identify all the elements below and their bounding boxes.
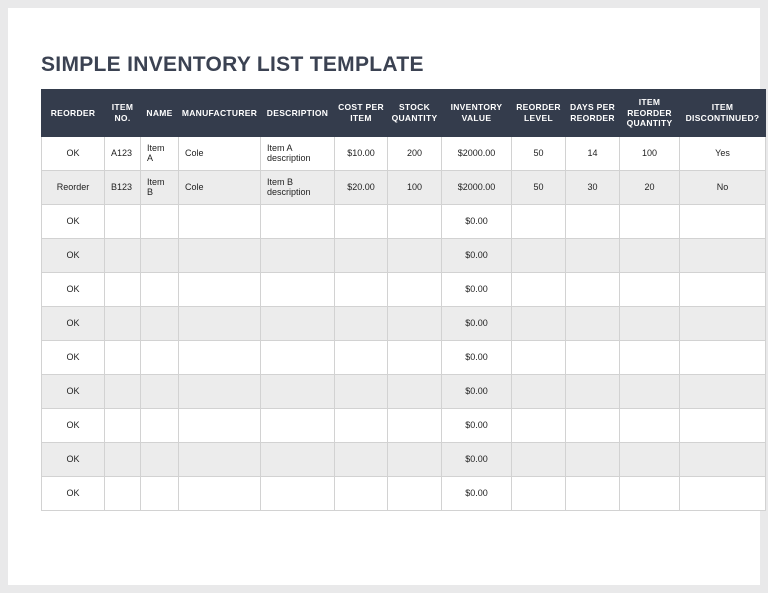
cell-stock-quantity[interactable]: 200 — [388, 136, 442, 170]
table-row[interactable] — [42, 340, 766, 374]
cell-reorder-level[interactable]: 50 — [512, 170, 566, 204]
cell-cost-per-item[interactable] — [335, 340, 388, 374]
cell-name[interactable] — [141, 238, 179, 272]
inventory-table — [41, 89, 766, 511]
table-row[interactable] — [42, 374, 766, 408]
cell-reorder-level[interactable] — [512, 476, 566, 510]
cell-item-reorder-quantity[interactable] — [620, 306, 680, 340]
cell-item-reorder-quantity[interactable] — [620, 442, 680, 476]
cell-reorder-level[interactable] — [512, 204, 566, 238]
cell-item-discontinued[interactable] — [680, 204, 766, 238]
cell-manufacturer[interactable]: Cole — [179, 136, 261, 170]
table-row[interactable] — [42, 170, 766, 204]
cell-days-per-reorder[interactable] — [566, 374, 620, 408]
cell-inventory-value[interactable]: $0.00 — [442, 272, 512, 306]
cell-cost-per-item[interactable] — [335, 204, 388, 238]
cell-item-no[interactable] — [105, 340, 141, 374]
cell-item-reorder-quantity[interactable] — [620, 272, 680, 306]
column-header-description[interactable]: DESCRIPTION — [261, 90, 335, 137]
cell-stock-quantity[interactable] — [388, 306, 442, 340]
cell-reorder[interactable]: OK — [42, 238, 105, 272]
cell-manufacturer[interactable] — [179, 408, 261, 442]
cell-stock-quantity[interactable] — [388, 204, 442, 238]
cell-item-discontinued[interactable] — [680, 408, 766, 442]
cell-item-reorder-quantity[interactable] — [620, 408, 680, 442]
cell-description[interactable] — [261, 408, 335, 442]
cell-manufacturer[interactable] — [179, 374, 261, 408]
cell-manufacturer[interactable] — [179, 442, 261, 476]
cell-days-per-reorder[interactable] — [566, 442, 620, 476]
cell-cost-per-item[interactable] — [335, 272, 388, 306]
cell-manufacturer[interactable] — [179, 340, 261, 374]
cell-description[interactable] — [261, 306, 335, 340]
cell-item-no[interactable]: B123 — [105, 170, 141, 204]
cell-cost-per-item[interactable] — [335, 408, 388, 442]
column-header-cost-per-item[interactable]: COST PER ITEM — [335, 90, 388, 137]
cell-item-no[interactable] — [105, 306, 141, 340]
cell-days-per-reorder[interactable] — [566, 272, 620, 306]
cell-inventory-value[interactable]: $0.00 — [442, 340, 512, 374]
cell-reorder[interactable]: OK — [42, 442, 105, 476]
cell-reorder[interactable]: OK — [42, 204, 105, 238]
cell-description[interactable] — [261, 238, 335, 272]
cell-name[interactable] — [141, 442, 179, 476]
cell-inventory-value[interactable]: $0.00 — [442, 442, 512, 476]
cell-item-discontinued[interactable]: Yes — [680, 136, 766, 170]
table-row[interactable] — [42, 408, 766, 442]
column-header-reorder[interactable]: REORDER — [42, 90, 105, 137]
cell-reorder-level[interactable] — [512, 272, 566, 306]
cell-item-no[interactable] — [105, 374, 141, 408]
table-row[interactable] — [42, 476, 766, 510]
page-title: SIMPLE INVENTORY LIST TEMPLATE — [41, 53, 424, 76]
cell-description[interactable]: Item A description — [261, 136, 335, 170]
cell-inventory-value[interactable]: $0.00 — [442, 306, 512, 340]
cell-stock-quantity[interactable] — [388, 476, 442, 510]
column-header-item-no[interactable]: ITEM NO. — [105, 90, 141, 137]
cell-name[interactable]: Item B — [141, 170, 179, 204]
cell-item-discontinued[interactable] — [680, 340, 766, 374]
cell-item-no[interactable] — [105, 408, 141, 442]
table-header-row — [42, 90, 766, 137]
cell-item-reorder-quantity[interactable] — [620, 204, 680, 238]
cell-item-no[interactable] — [105, 238, 141, 272]
cell-inventory-value[interactable]: $2000.00 — [442, 136, 512, 170]
cell-days-per-reorder[interactable] — [566, 204, 620, 238]
inventory-table-body — [42, 136, 766, 510]
column-header-item-reorder-quantity[interactable]: ITEM REORDER QUANTITY — [620, 90, 680, 137]
cell-inventory-value[interactable]: $0.00 — [442, 476, 512, 510]
cell-reorder-level[interactable] — [512, 408, 566, 442]
cell-name[interactable] — [141, 408, 179, 442]
cell-days-per-reorder[interactable] — [566, 408, 620, 442]
cell-stock-quantity[interactable] — [388, 374, 442, 408]
cell-reorder-level[interactable] — [512, 238, 566, 272]
table-row[interactable] — [42, 272, 766, 306]
column-header-days-per-reorder[interactable]: DAYS PER REORDER — [566, 90, 620, 137]
table-row[interactable] — [42, 238, 766, 272]
table-row[interactable] — [42, 442, 766, 476]
cell-manufacturer[interactable] — [179, 204, 261, 238]
cell-manufacturer[interactable] — [179, 476, 261, 510]
document-page — [8, 8, 760, 585]
cell-manufacturer[interactable]: Cole — [179, 170, 261, 204]
cell-name[interactable]: Item A — [141, 136, 179, 170]
cell-cost-per-item[interactable] — [335, 238, 388, 272]
table-row[interactable] — [42, 204, 766, 238]
cell-description[interactable] — [261, 374, 335, 408]
cell-item-reorder-quantity[interactable]: 20 — [620, 170, 680, 204]
cell-name[interactable] — [141, 272, 179, 306]
cell-item-discontinued[interactable] — [680, 442, 766, 476]
cell-cost-per-item[interactable] — [335, 306, 388, 340]
cell-item-discontinued[interactable] — [680, 238, 766, 272]
cell-manufacturer[interactable] — [179, 306, 261, 340]
cell-reorder-level[interactable] — [512, 340, 566, 374]
cell-item-no[interactable]: A123 — [105, 136, 141, 170]
cell-stock-quantity[interactable] — [388, 340, 442, 374]
cell-reorder-level[interactable]: 50 — [512, 136, 566, 170]
cell-cost-per-item[interactable] — [335, 476, 388, 510]
cell-item-reorder-quantity[interactable] — [620, 476, 680, 510]
cell-item-reorder-quantity[interactable] — [620, 238, 680, 272]
cell-reorder[interactable]: OK — [42, 476, 105, 510]
cell-manufacturer[interactable] — [179, 238, 261, 272]
cell-days-per-reorder[interactable] — [566, 306, 620, 340]
inventory-table-container — [41, 89, 760, 511]
cell-item-no[interactable] — [105, 476, 141, 510]
cell-name[interactable] — [141, 306, 179, 340]
table-row[interactable] — [42, 136, 766, 170]
column-header-name[interactable]: NAME — [141, 90, 179, 137]
cell-stock-quantity[interactable] — [388, 442, 442, 476]
cell-name[interactable] — [141, 204, 179, 238]
column-header-manufacturer[interactable]: MANUFACTURER — [179, 90, 261, 137]
cell-inventory-value[interactable]: $0.00 — [442, 408, 512, 442]
cell-item-discontinued[interactable] — [680, 374, 766, 408]
cell-description[interactable] — [261, 204, 335, 238]
cell-reorder[interactable]: Reorder — [42, 170, 105, 204]
cell-item-discontinued[interactable] — [680, 306, 766, 340]
cell-stock-quantity[interactable] — [388, 408, 442, 442]
column-header-inventory-value[interactable]: INVENTORY VALUE — [442, 90, 512, 137]
cell-reorder-level[interactable] — [512, 374, 566, 408]
cell-description[interactable] — [261, 442, 335, 476]
cell-item-reorder-quantity[interactable]: 100 — [620, 136, 680, 170]
cell-item-discontinued[interactable]: No — [680, 170, 766, 204]
cell-cost-per-item[interactable] — [335, 442, 388, 476]
cell-item-no[interactable] — [105, 272, 141, 306]
cell-inventory-value[interactable]: $0.00 — [442, 238, 512, 272]
cell-description[interactable] — [261, 476, 335, 510]
cell-item-reorder-quantity[interactable] — [620, 374, 680, 408]
cell-reorder-level[interactable] — [512, 306, 566, 340]
column-header-reorder-level[interactable]: REORDER LEVEL — [512, 90, 566, 137]
cell-name[interactable] — [141, 340, 179, 374]
cell-name[interactable] — [141, 374, 179, 408]
cell-days-per-reorder[interactable]: 30 — [566, 170, 620, 204]
cell-item-no[interactable] — [105, 204, 141, 238]
cell-reorder[interactable]: OK — [42, 272, 105, 306]
cell-reorder[interactable]: OK — [42, 374, 105, 408]
cell-inventory-value[interactable]: $0.00 — [442, 374, 512, 408]
cell-item-reorder-quantity[interactable] — [620, 340, 680, 374]
table-row[interactable] — [42, 306, 766, 340]
cell-name[interactable] — [141, 476, 179, 510]
cell-manufacturer[interactable] — [179, 272, 261, 306]
cell-days-per-reorder[interactable] — [566, 238, 620, 272]
cell-cost-per-item[interactable]: $20.00 — [335, 170, 388, 204]
cell-description[interactable]: Item B description — [261, 170, 335, 204]
cell-reorder-level[interactable] — [512, 442, 566, 476]
column-header-stock-quantity[interactable]: STOCK QUANTITY — [388, 90, 442, 137]
cell-item-no[interactable] — [105, 442, 141, 476]
cell-reorder[interactable]: OK — [42, 340, 105, 374]
cell-inventory-value[interactable]: $0.00 — [442, 204, 512, 238]
cell-cost-per-item[interactable] — [335, 374, 388, 408]
cell-item-discontinued[interactable] — [680, 272, 766, 306]
cell-description[interactable] — [261, 340, 335, 374]
column-header-item-discontinued[interactable]: ITEM DISCONTINUED? — [680, 90, 766, 137]
cell-reorder[interactable]: OK — [42, 136, 105, 170]
cell-days-per-reorder[interactable] — [566, 476, 620, 510]
cell-stock-quantity[interactable] — [388, 238, 442, 272]
cell-days-per-reorder[interactable]: 14 — [566, 136, 620, 170]
cell-inventory-value[interactable]: $2000.00 — [442, 170, 512, 204]
cell-item-discontinued[interactable] — [680, 476, 766, 510]
cell-reorder[interactable]: OK — [42, 306, 105, 340]
cell-description[interactable] — [261, 272, 335, 306]
cell-cost-per-item[interactable]: $10.00 — [335, 136, 388, 170]
cell-reorder[interactable]: OK — [42, 408, 105, 442]
cell-stock-quantity[interactable] — [388, 272, 442, 306]
cell-days-per-reorder[interactable] — [566, 340, 620, 374]
cell-stock-quantity[interactable]: 100 — [388, 170, 442, 204]
